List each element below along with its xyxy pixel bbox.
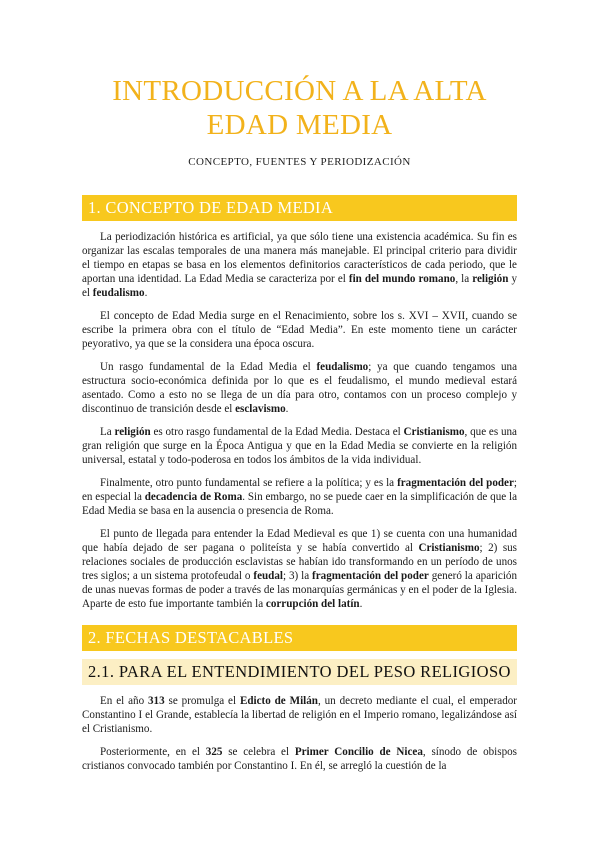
paragraph-text: . <box>144 287 148 299</box>
bold-term: fragmentación del poder <box>397 477 514 489</box>
bold-term: Cristianismo <box>403 426 465 438</box>
bold-term: feudalismo <box>316 361 369 373</box>
bold-term: Cristianismo <box>418 542 480 554</box>
paragraph-text: , sínodo de obispos cristianos convocado también por Constantino I. En él, se arregló la cuestión de la <box>82 746 517 772</box>
paragraph-text: ; ya que cuando tengamos una estructura socio-económica definida por lo que es el feudalismo, el mundo medieval estará asentado. Como a esto no se llega de un día para otro, contamos con un proceso complejo y discontinuo de transición desde el <box>82 361 517 415</box>
paragraph-text: , la <box>455 273 473 285</box>
bold-term: religión <box>472 273 509 285</box>
paragraph-text: La periodización histórica es artificial, ya que sólo tiene una existencia académica. Su fin es organizar las escalas temporales de una manera más manejable. El principal criterio para dividir el tiempo en etapas se basa en los elementos definitorios característicos de cada periodo, que le aportan una identidad. La Edad Media se caracteriza por el <box>82 231 517 285</box>
bold-term: religión <box>114 426 151 438</box>
paragraph-5 <box>82 476 517 518</box>
paragraph-7 <box>82 694 517 736</box>
paragraph-text: es otro rasgo fundamental de la Edad Media. Destaca el <box>150 426 404 438</box>
paragraph-text: . <box>359 598 363 610</box>
paragraph-2 <box>82 309 517 351</box>
bold-term: fragmentación del poder <box>312 570 429 582</box>
paragraph-text: La <box>100 426 115 438</box>
paragraph-text: . <box>285 403 289 415</box>
title-line-2: EDAD MEDIA <box>206 109 393 141</box>
paragraph-text: Posteriormente, en el <box>100 746 206 758</box>
paragraph-text: ; 2) sus relaciones sociales de producción esclavistas se habían ido transformando en un período de unos tres siglos; a un sistema protofeudal o <box>82 542 517 582</box>
section-heading-2: 2. FECHAS DESTACABLES <box>82 625 517 651</box>
paragraph-text: ; 3) la <box>282 570 313 582</box>
bold-term: 325 <box>205 746 223 758</box>
paragraph-1 <box>82 230 517 300</box>
paragraph-text: El punto de llegada para entender la Edad Medieval es que 1) se cuenta con una humanidad que había dejado de ser pagana o politeísta y se había convertido al <box>82 528 517 554</box>
bold-term: Edicto de Milán <box>239 695 318 707</box>
bold-term: fin del mundo romano <box>348 273 456 285</box>
paragraph-text: se celebra el <box>222 746 295 758</box>
paragraph-text: En el año <box>100 695 148 707</box>
paragraph-8 <box>82 745 517 773</box>
bold-term: feudal <box>253 570 283 582</box>
paragraph-text: se promulga el <box>164 695 240 707</box>
paragraph-text: y el <box>82 273 518 299</box>
title-line-1: INTRODUCCIÓN A LA ALTA <box>112 75 487 107</box>
paragraph-text: generó la aparición de unas nuevas formas de poder a través de las monarquías germánicas y en el poder de la Iglesia. Aparte de esto fue importante también la <box>82 570 517 610</box>
bold-term: Primer Concilio de Nicea <box>294 746 423 758</box>
bold-term: decadencia de Roma <box>144 491 243 503</box>
subsection-heading-2-1: 2.1. PARA EL ENTENDIMIENTO DEL PESO RELIGIOSO <box>82 659 517 685</box>
document-subtitle: CONCEPTO, FUENTES Y PERIODIZACIÓN <box>188 156 411 168</box>
section-heading-1: 1. CONCEPTO DE EDAD MEDIA <box>82 195 517 221</box>
bold-term: corrupción del latín <box>265 598 360 610</box>
paragraph-text: Finalmente, otro punto fundamental se refiere a la política; y es la <box>100 477 398 489</box>
paragraph-text: , un decreto mediante el cual, el emperador Constantino I el Grande, establecía la libertad de religión en el Imperio romano, legalizándose así el Cristianismo. <box>82 695 518 735</box>
paragraph-6 <box>82 527 517 611</box>
paragraph-text: Un rasgo fundamental de la Edad Media el <box>100 361 317 373</box>
paragraph-text: , que es una gran religión que surge en la Época Antigua y que en la Edad Media se convierte en la religión universal, estatal y todo-poderosa en todos los ámbitos de la vida individual. <box>82 426 517 466</box>
paragraph-3 <box>82 360 517 416</box>
paragraph-4 <box>82 425 517 467</box>
paragraph-text: ; en especial la <box>82 477 517 503</box>
bold-term: 313 <box>148 695 165 707</box>
bold-term: feudalismo <box>92 287 145 299</box>
bold-term: esclavismo <box>235 403 286 415</box>
document-title <box>82 0 517 142</box>
paragraph-text: . Sin embargo, no se puede caer en la simplificación de que la Edad Media se basa en la ausencia o presencia de Roma. <box>82 491 518 517</box>
paragraph-text: El concepto de Edad Media surge en el Renacimiento, sobre los s. XVI – XVII, cuando se escribe la primera obra con el título de “Edad Media”. En este momento tiene un carácter peyorativo, ya que se la considera una época oscura. <box>82 310 517 350</box>
